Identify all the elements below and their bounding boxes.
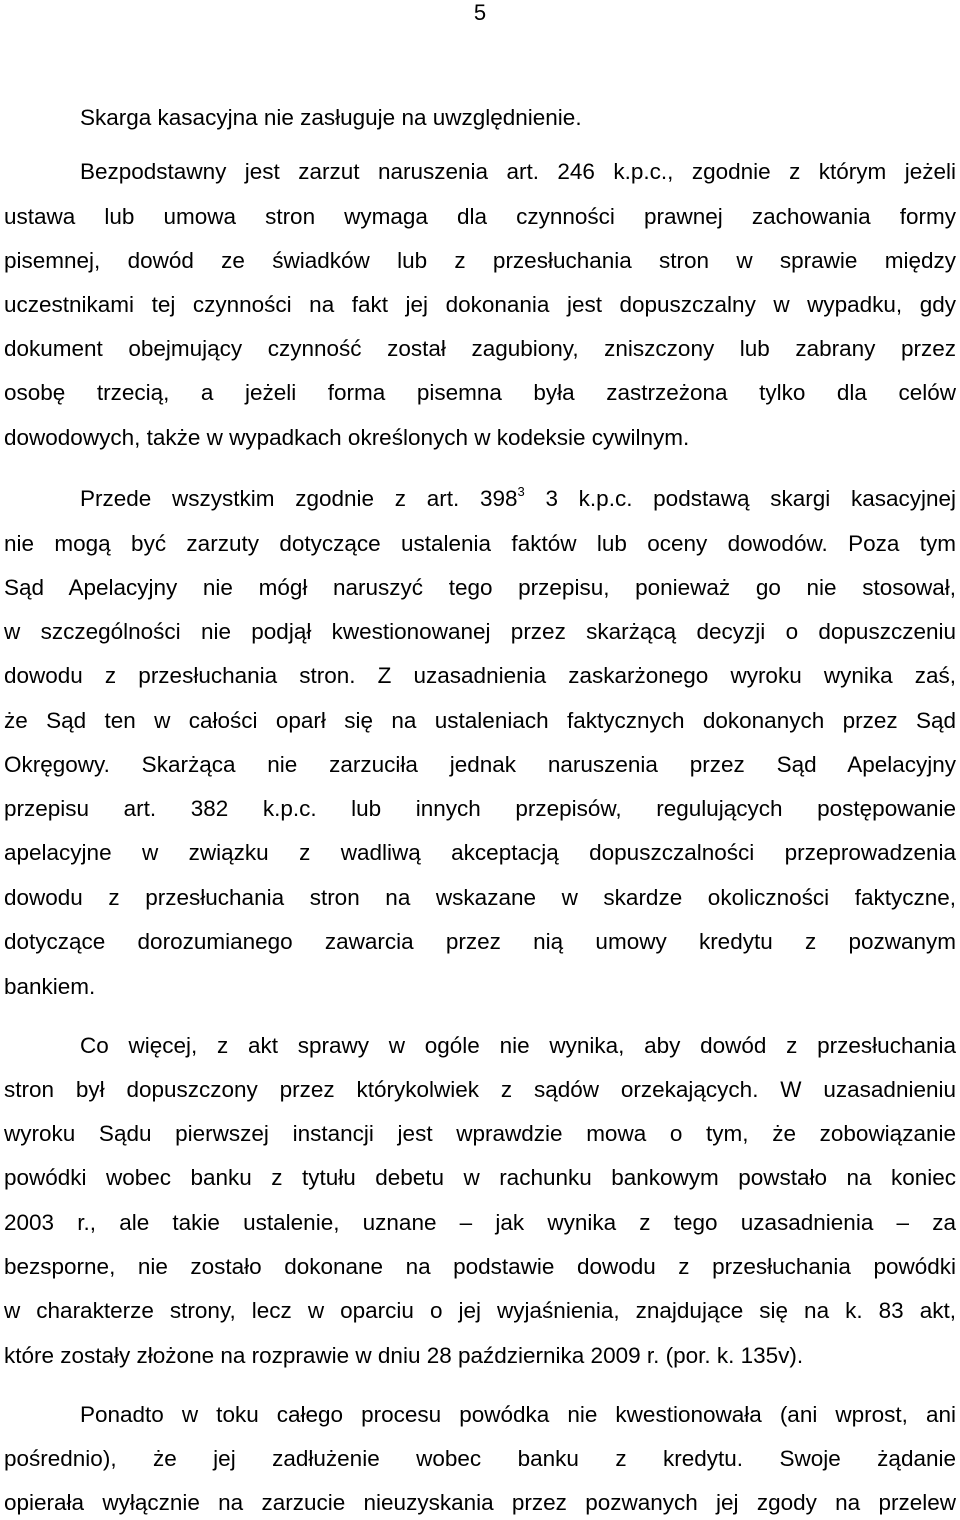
- paragraph-line: dokument obejmujący czynność został zagubiony, zniszczony lub zabrany przez: [4, 336, 956, 361]
- paragraph-line: w charakterze strony, lecz w oparciu o jej wyjaśnienia, znajdujące się na k. 83 akt,: [4, 1298, 956, 1323]
- line-text-after: 3 k.p.c. podstawą skargi kasacyjnej: [524, 486, 956, 511]
- page-number: 5: [473, 0, 487, 25]
- paragraph-line: apelacyjne w związku z wadliwą akceptacją dopuszczalności przeprowadzenia: [4, 840, 956, 865]
- paragraph-line: Okręgowy. Skarżąca nie zarzuciła jednak naruszenia przez Sąd Apelacyjny: [4, 752, 956, 777]
- paragraph-line: stron był dopuszczony przez którykolwiek z sądów orzekających. W uzasadnieniu: [4, 1077, 956, 1102]
- superscript: 3: [517, 483, 525, 499]
- paragraph-line: że Sąd ten w całości oparł się na ustaleniach faktycznych dokonanych przez Sąd: [4, 708, 956, 733]
- paragraph-line: ustawa lub umowa stron wymaga dla czynności prawnej zachowania formy: [4, 204, 956, 229]
- paragraph-line: bezsporne, nie zostało dokonane na podstawie dowodu z przesłuchania powódki: [4, 1254, 956, 1279]
- paragraph-line: dowodowych, także w wypadkach określonych w kodeksie cywilnym.: [4, 425, 690, 450]
- paragraph-line: Sąd Apelacyjny nie mógł naruszyć tego przepisu, ponieważ go nie stosował,: [4, 575, 956, 600]
- paragraph-line: powódki wobec banku z tytułu debetu w rachunku bankowym powstało na koniec: [4, 1165, 956, 1190]
- paragraph-line: Skarga kasacyjna nie zasługuje na uwzględnienie.: [80, 105, 582, 130]
- paragraph-line: dowodu z przesłuchania stron. Z uzasadnienia zaskarżonego wyroku wynika zaś,: [4, 663, 956, 688]
- paragraph-line: dotyczące dorozumianego zawarcia przez nią umowy kredytu z pozwanym: [4, 929, 956, 954]
- paragraph-line: Bezpodstawny jest zarzut naruszenia art. 246 k.p.c., zgodnie z którym jeżeli: [80, 159, 956, 184]
- paragraph-line: w szczególności nie podjął kwestionowanej przez skarżącą decyzji o dopuszczeniu: [4, 619, 956, 644]
- paragraph-line: uczestnikami tej czynności na fakt jej dokonania jest dopuszczalny w wypadku, gdy: [4, 292, 956, 317]
- paragraph-line: nie mogą być zarzuty dotyczące ustalenia faktów lub oceny dowodów. Poza tym: [4, 531, 956, 556]
- paragraph-line: pisemnej, dowód ze świadków lub z przesłuchania stron w sprawie między: [4, 248, 956, 273]
- paragraph-line: Ponadto w toku całego procesu powódka nie kwestionowała (ani wprost, ani: [80, 1402, 956, 1427]
- paragraph-line: osobę trzecią, a jeżeli forma pisemna była zastrzeżona tylko dla celów: [4, 380, 956, 405]
- paragraph-line: dowodu z przesłuchania stron na wskazane w skardze okoliczności faktyczne,: [4, 885, 956, 910]
- paragraph-line: które zostały złożone na rozprawie w dniu 28 października 2009 r. (por. k. 135v).: [4, 1343, 804, 1368]
- paragraph-line: pośrednio), że jej zadłużenie wobec banku z kredytu. Swoje żądanie: [4, 1446, 956, 1471]
- paragraph-line: opierała wyłącznie na zarzucie nieuzyskania przez pozwanych jej zgody na przelew: [4, 1490, 956, 1515]
- paragraph-line: bankiem.: [4, 974, 96, 999]
- paragraph-line: wyroku Sądu pierwszej instancji jest wprawdzie mowa o tym, że zobowiązanie: [4, 1121, 956, 1146]
- paragraph-line: 2003 r., ale takie ustalenie, uznane – jak wynika z tego uzasadnienia – za: [4, 1210, 956, 1235]
- line-text-before: Przede wszystkim zgodnie z art. 398: [80, 486, 518, 511]
- paragraph-line: przepisu art. 382 k.p.c. lub innych przepisów, regulujących postępowanie: [4, 796, 956, 821]
- paragraph-line: Co więcej, z akt sprawy w ogóle nie wynika, aby dowód z przesłuchania: [80, 1033, 956, 1058]
- paragraph-line-with-superscript: [80, 484, 956, 514]
